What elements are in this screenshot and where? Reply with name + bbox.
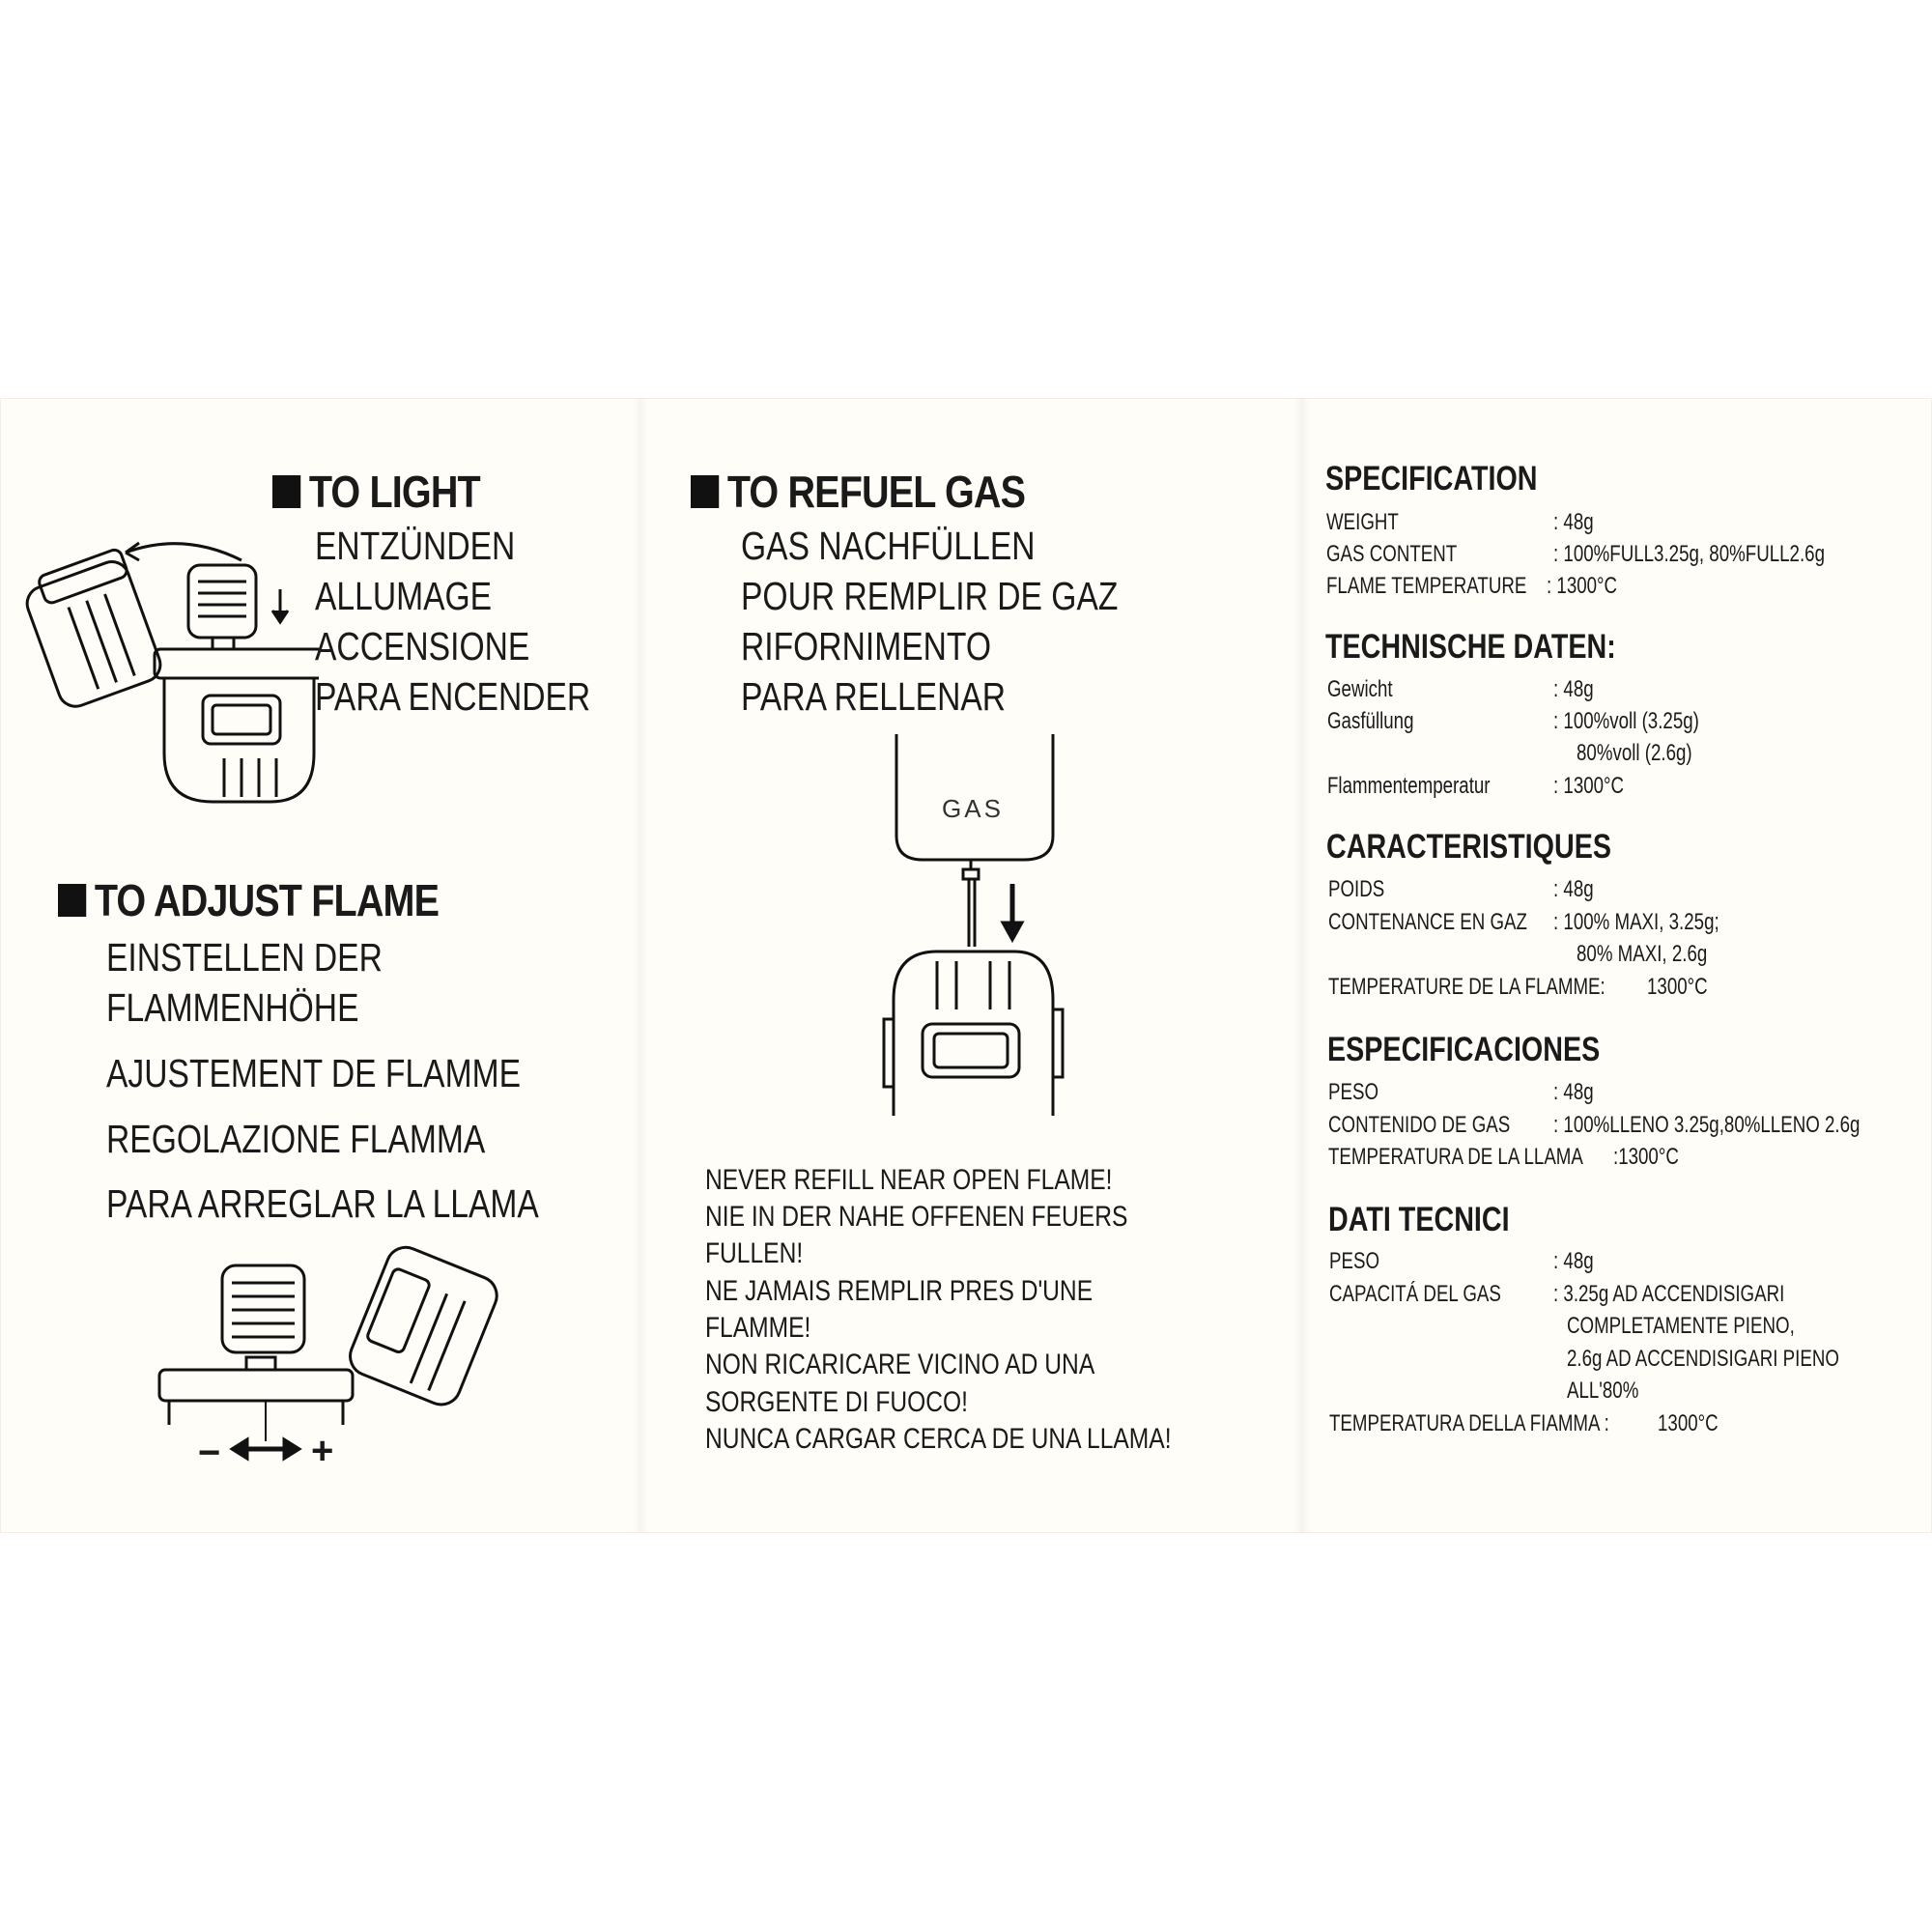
- spec-value: : 100%LLENO 3.25g,80%LLENO 2.6g: [1553, 1112, 1861, 1138]
- spec-value: : 48g: [1553, 1079, 1594, 1105]
- spec-key: TEMPERATURE DE LA FLAMME:: [1328, 974, 1605, 1000]
- bullet-square-icon: [691, 475, 719, 508]
- spec-key: WEIGHT: [1326, 509, 1399, 535]
- adjust-flame-heading: [58, 874, 439, 926]
- spec-key: CONTENIDO DE GAS: [1328, 1112, 1511, 1138]
- adjust-flame-line: EINSTELLEN DER: [106, 935, 383, 980]
- spec-title-de: TECHNISCHE DATEN:: [1325, 628, 1616, 666]
- spec-value: :1300°C: [1613, 1144, 1679, 1170]
- minus-label: −: [198, 1432, 221, 1474]
- spec-value: 1300°C: [1647, 974, 1708, 1000]
- to-light-heading: [272, 466, 480, 518]
- to-light-line: ENTZÜNDEN: [315, 524, 516, 568]
- spec-key: PESO: [1329, 1248, 1380, 1274]
- adjust-flame-line: FLAMMENHÖHE: [106, 985, 359, 1030]
- refuel-line: POUR REMPLIR DE GAZ: [741, 574, 1119, 618]
- plus-label: +: [311, 1430, 334, 1472]
- warning-line: SORGENTE DI FUOCO!: [705, 1386, 968, 1418]
- heading-text: TO ADJUST FLAME: [94, 875, 440, 925]
- spec-value: : 100% MAXI, 3.25g;: [1553, 909, 1719, 935]
- refuel-line: RIFORNIMENTO: [741, 624, 992, 668]
- spec-value: COMPLETAMENTE PIENO,: [1567, 1313, 1795, 1339]
- spec-title-es: ESPECIFICACIONES: [1327, 1031, 1601, 1068]
- heading-text: TO LIGHT: [308, 467, 480, 517]
- bullet-square-icon: [58, 884, 86, 917]
- refuel-line: PARA RELLENAR: [741, 674, 1007, 719]
- spec-value: : 48g: [1553, 876, 1594, 902]
- spec-value: : 100%FULL3.25g, 80%FULL2.6g: [1553, 541, 1825, 567]
- spec-key: TEMPERATURA DELLA FIAMMA :: [1329, 1410, 1609, 1436]
- spec-key: GAS CONTENT: [1326, 541, 1458, 567]
- spec-value: ALL'80%: [1567, 1378, 1639, 1404]
- spec-key: TEMPERATURA DE LA LLAMA: [1328, 1144, 1583, 1170]
- refuel-line: GAS NACHFÜLLEN: [741, 524, 1036, 568]
- lighter-open-illustration: [19, 522, 319, 821]
- warning-line: NIE IN DER NAHE OFFENEN FEUERS: [705, 1201, 1128, 1233]
- spec-title-fr: CARACTERISTIQUES: [1326, 828, 1611, 866]
- spec-value: : 48g: [1553, 509, 1594, 535]
- warning-line: FLAMME!: [705, 1312, 811, 1344]
- adjust-flame-line: PARA ARREGLAR LA LLAMA: [106, 1181, 539, 1226]
- spec-title-en: SPECIFICATION: [1325, 460, 1538, 497]
- to-light-line: ACCENSIONE: [315, 624, 530, 668]
- warning-line: NON RICARICARE VICINO AD UNA: [705, 1349, 1095, 1380]
- warning-line: NUNCA CARGAR CERCA DE UNA LLAMA!: [705, 1423, 1172, 1455]
- spec-value: : 48g: [1553, 1248, 1594, 1274]
- spec-value: : 48g: [1553, 676, 1594, 702]
- heading-text: TO REFUEL GAS: [726, 467, 1026, 517]
- spec-key: Flammentemperatur: [1327, 773, 1491, 799]
- refuel-heading: [691, 466, 1025, 518]
- warning-line: NE JAMAIS REMPLIR PRES D'UNE: [705, 1275, 1094, 1307]
- fold-line: [1294, 398, 1310, 1533]
- spec-title-it: DATI TECNICI: [1328, 1201, 1510, 1238]
- warning-line: NEVER REFILL NEAR OPEN FLAME!: [705, 1164, 1113, 1196]
- to-light-line: PARA ENCENDER: [315, 674, 591, 719]
- spec-key: PESO: [1328, 1079, 1379, 1105]
- spec-value: : 3.25g AD ACCENDISIGARI: [1553, 1281, 1785, 1307]
- adjust-flame-line: REGOLAZIONE FLAMMA: [106, 1117, 486, 1161]
- adjust-flame-line: AJUSTEMENT DE FLAMME: [106, 1051, 522, 1095]
- gas-can-label: GAS: [942, 794, 1004, 823]
- spec-key: Gasfüllung: [1327, 708, 1414, 734]
- bullet-square-icon: [272, 475, 300, 508]
- spec-value: : 100%voll (3.25g): [1553, 708, 1699, 734]
- spec-key: Gewicht: [1327, 676, 1393, 702]
- spec-value: 1300°C: [1658, 1410, 1719, 1436]
- spec-key: CAPACITÁ DEL GAS: [1329, 1281, 1501, 1307]
- spec-key: FLAME TEMPERATURE: [1326, 573, 1527, 599]
- spec-value: : 1300°C: [1547, 573, 1618, 599]
- warning-line: FULLEN!: [705, 1237, 804, 1269]
- fold-line: [633, 398, 648, 1533]
- spec-value: : 1300°C: [1553, 773, 1625, 799]
- spec-key: POIDS: [1328, 876, 1385, 902]
- to-light-line: ALLUMAGE: [315, 574, 493, 618]
- gas-refill-illustration: [869, 729, 1082, 1116]
- spec-value: 2.6g AD ACCENDISIGARI PIENO: [1567, 1346, 1839, 1372]
- spec-value: 80%voll (2.6g): [1577, 740, 1692, 766]
- spec-key: CONTENANCE EN GAZ: [1328, 909, 1527, 935]
- spec-value: 80% MAXI, 2.6g: [1577, 941, 1708, 967]
